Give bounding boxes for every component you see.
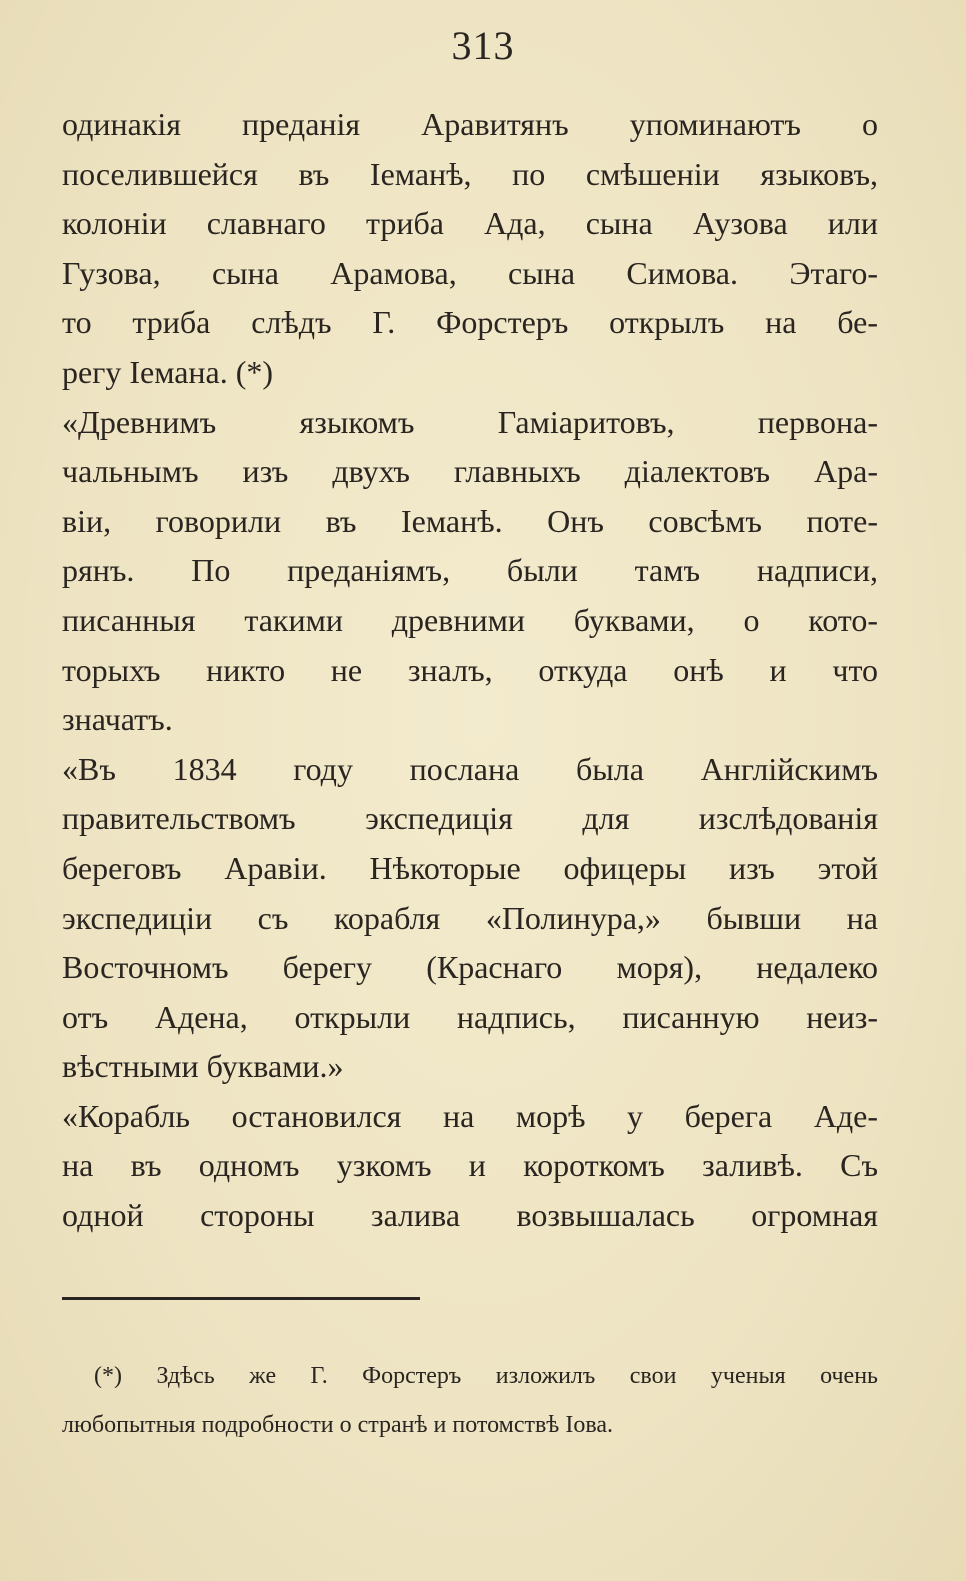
text-line: писанныя такими древними буквами, о кото-: [62, 601, 878, 638]
text-line: «Въ 1834 году послана была Англійскимъ: [62, 750, 878, 787]
page-number: 313: [451, 23, 515, 68]
text-line: экспедиціи съ корабля «Полинура,» бывши на: [62, 899, 878, 936]
footnote-line: любопытныя подробности о странѣ и потомствѣ Іова.: [62, 1412, 613, 1438]
text-line: одинакія преданія Аравитянъ упоминаютъ о: [62, 106, 878, 142]
footnote: [62, 1352, 878, 1450]
text-line: Восточномъ берегу (Краснаго моря), недалеко: [62, 949, 878, 986]
text-line: колоніи славнаго триба Ада, сына Аузова или: [62, 205, 878, 242]
text-line: правительствомъ экспедиція для изслѣдованія: [62, 800, 878, 837]
text-line: Гузова, сына Арамова, сына Симова. Этаго-: [62, 254, 878, 291]
text-line: торыхъ никто не зналъ, откуда онѣ и что: [62, 651, 878, 688]
text-line: то триба слѣдъ Г. Форстеръ открылъ на бе-: [62, 304, 878, 341]
text-line: на въ одномъ узкомъ и короткомъ заливѣ. Съ: [62, 1147, 878, 1184]
text-line: одной стороны залива возвышалась огромная: [62, 1197, 878, 1234]
body-text: [62, 100, 878, 1241]
text-line: отъ Адена, открыли надпись, писанную неиз-: [62, 998, 878, 1035]
text-line: регу Іемана. (*): [62, 353, 274, 390]
text-line: чальнымъ изъ двухъ главныхъ діалектовъ Ара-: [62, 453, 878, 490]
text-line: «Корабль остановился на морѣ у берега Аде-: [62, 1097, 878, 1134]
text-line: поселившейся въ Іеманѣ, по смѣшеніи языковъ,: [62, 155, 878, 192]
footnote-line: (*) Здѣсь же Г. Форстеръ изложилъ свои ученыя очень: [94, 1363, 878, 1389]
text-line: береговъ Аравіи. Нѣкоторые офицеры изъ этой: [62, 849, 878, 886]
text-line: «Древнимъ языкомъ Гаміаритовъ, первона-: [62, 403, 878, 440]
text-line: віи, говорили въ Іеманѣ. Онъ совсѣмъ поте-: [62, 502, 878, 539]
footnote-divider: [62, 1297, 420, 1300]
text-line: вѣстными буквами.»: [62, 1048, 344, 1085]
text-line: рянъ. По преданіямъ, были тамъ надписи,: [62, 552, 878, 589]
text-line: значатъ.: [62, 701, 173, 738]
